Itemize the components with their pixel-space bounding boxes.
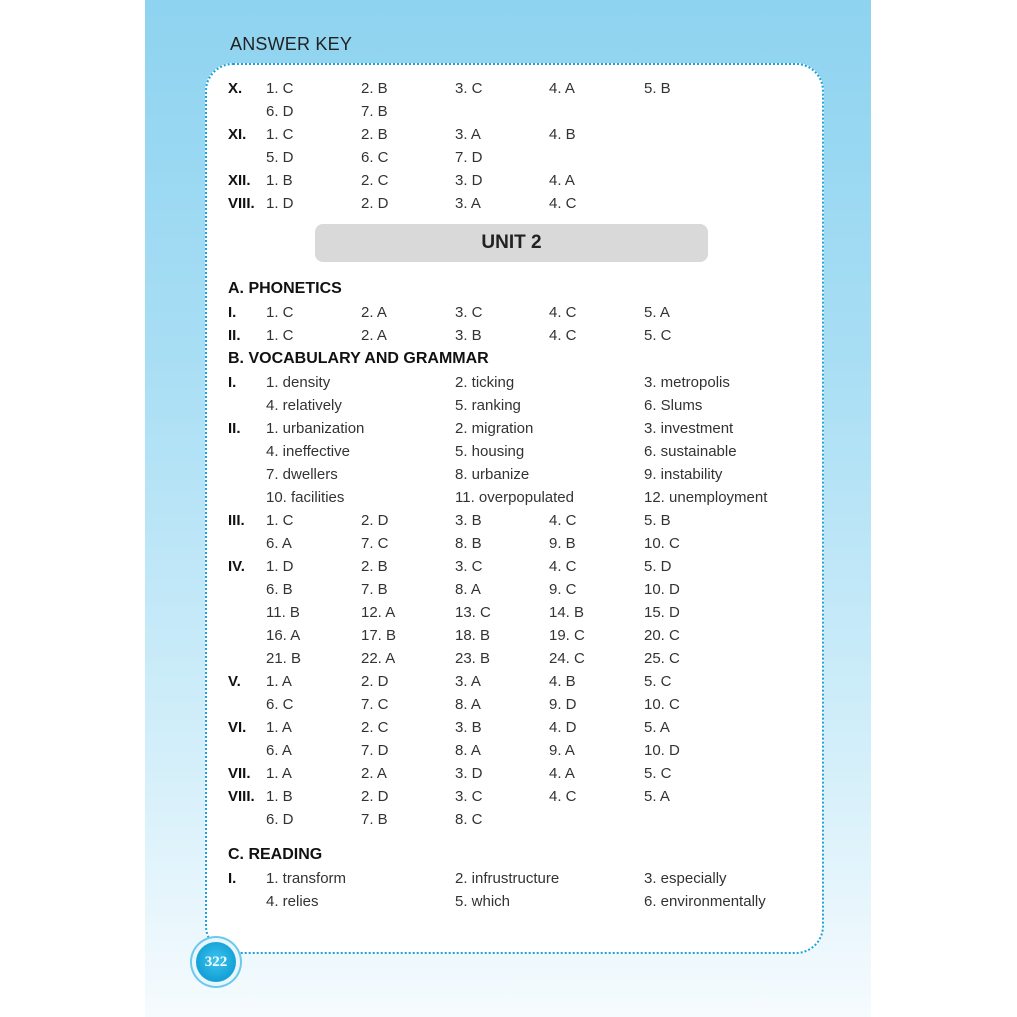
exercise-label: V. [228,673,241,690]
answer-item: 6. D [266,811,294,828]
answer-row [228,648,808,671]
answer-item: 13. C [455,604,491,621]
answer-item: 4. C [549,304,577,321]
exercise-label: I. [228,870,237,887]
answer-item: 17. B [361,627,397,644]
exercise-label: VI. [228,719,247,736]
answer-item: 1. B [266,788,293,805]
exercise-label: II. [228,327,241,344]
answer-row [228,147,808,170]
answer-item: 6. C [361,149,389,166]
answer-item: 3. B [455,512,482,529]
answer-item: 19. C [549,627,585,644]
answer-item: 1. A [266,719,292,736]
vocab-letter-answers [228,510,808,832]
answer-item: 7. D [361,742,389,759]
answer-item: 14. B [549,604,585,621]
answer-item: 16. A [266,627,301,644]
vocab-word-answers [228,372,808,510]
answer-item: 4. B [549,673,576,690]
answer-item: 3. B [455,327,482,344]
answer-row [228,441,808,464]
answer-item: 7. B [361,103,388,120]
phonetics-answers [228,302,808,348]
answer-item: 8. A [455,742,481,759]
answer-row [228,487,808,510]
answer-item: 10. D [644,742,680,759]
exercise-label: III. [228,512,245,529]
answer-item: 4. A [549,765,575,782]
answer-row [228,763,808,786]
answer-item: 3. metropolis [644,374,730,391]
answer-row [228,625,808,648]
answer-item: 21. B [266,650,302,667]
exercise-label: II. [228,420,241,437]
answer-item: 5. C [644,765,672,782]
answer-item: 3. B [455,719,482,736]
page-header: ANSWER KEY [230,34,353,54]
answer-item: 5. B [644,512,671,529]
answer-item: 2. ticking [455,374,515,391]
answer-item: 2. D [361,195,389,212]
answer-item: 4. A [549,172,575,189]
answer-item: 2. D [361,512,389,529]
answer-item: 7. C [361,535,389,552]
answer-item: 5. D [266,149,294,166]
answer-item: 3. A [455,126,481,143]
answer-item: 5. housing [455,443,525,460]
answer-item: 6. environmentally [644,893,766,910]
answer-item: 8. A [455,581,481,598]
answer-item: 1. C [266,512,294,529]
answer-item: 5. ranking [455,397,521,414]
answer-row [228,464,808,487]
answer-item: 6. A [266,742,292,759]
exercise-label: VIII. [228,788,255,805]
answer-item: 7. B [361,811,388,828]
answer-item: 4. C [549,195,577,212]
answer-item: 5. B [644,80,671,97]
answer-item: 2. B [361,126,388,143]
answer-row [228,372,808,395]
answer-item: 9. B [549,535,576,552]
answer-row [228,510,808,533]
exercise-label: VIII. [228,195,255,212]
answer-item: 2. infrustructure [455,870,560,887]
reading-answers [228,868,808,914]
answer-item: 4. relies [266,893,319,910]
answer-row [228,786,808,809]
answer-item: 4. A [549,80,575,97]
answer-item: 8. A [455,696,481,713]
answer-item: 12. A [361,604,396,621]
answer-item: 11. B [266,604,300,621]
answer-row [228,694,808,717]
answer-item: 8. B [455,535,482,552]
answer-item: 5. A [644,304,670,321]
answer-item: 9. D [549,696,577,713]
answer-item: 22. A [361,650,396,667]
answer-item: 1. A [266,765,292,782]
unit-title: UNIT 2 [315,224,708,262]
answer-item: 3. especially [644,870,727,887]
answer-item: 2. D [361,788,389,805]
answer-row [228,78,808,101]
answer-item: 9. A [549,742,575,759]
answer-item: 7. C [361,696,389,713]
exercise-label: XII. [228,172,251,189]
answer-item: 2. migration [455,420,534,437]
answer-item: 3. D [455,172,483,189]
answer-item: 9. C [549,581,577,598]
section-reading-title: C. READING [228,846,323,863]
exercise-label: XI. [228,126,247,143]
answer-item: 2. B [361,558,388,575]
answer-item: 10. C [644,535,680,552]
answer-content [228,78,808,914]
answer-item: 3. C [455,80,483,97]
answer-item: 20. C [644,627,680,644]
exercise-label: I. [228,374,237,391]
answer-row [228,418,808,441]
answer-item: 5. A [644,788,670,805]
answer-item: 6. A [266,535,292,552]
answer-item: 7. dwellers [266,466,338,483]
answer-item: 11. overpopulated [455,489,574,506]
answer-item: 24. C [549,650,585,667]
answer-item: 3. C [455,558,483,575]
answer-item: 1. C [266,304,294,321]
answer-item: 23. B [455,650,491,667]
answer-row [228,868,808,891]
answer-item: 2. C [361,719,389,736]
answer-row [228,170,808,193]
answer-row [228,325,808,348]
answer-item: 2. A [361,327,387,344]
answer-item: 8. urbanize [455,466,530,483]
answer-item: 8. C [455,811,483,828]
section-phonetics-title: A. PHONETICS [228,280,342,297]
answer-item: 7. D [455,149,483,166]
answer-item: 5. C [644,673,672,690]
answer-item: 2. C [361,172,389,189]
section-vocab-title: B. VOCABULARY AND GRAMMAR [228,350,489,367]
answer-item: 12. unemployment [644,489,768,506]
answer-row [228,579,808,602]
answer-item: 3. C [455,788,483,805]
answer-item: 1. C [266,126,294,143]
answer-row [228,671,808,694]
exercise-label: VII. [228,765,251,782]
answer-item: 10. D [644,581,680,598]
answer-item: 4. C [549,558,577,575]
answer-item: 15. D [644,604,680,621]
answer-item: 1. B [266,172,293,189]
answer-item: 2. A [361,765,387,782]
answer-item: 4. relatively [266,397,342,414]
answer-item: 3. A [455,673,481,690]
answer-item: 5. which [455,893,511,910]
answer-item: 1. D [266,558,294,575]
answer-item: 6. C [266,696,294,713]
answer-item: 1. C [266,327,294,344]
answer-item: 25. C [644,650,680,667]
answer-item: 1. urbanization [266,420,365,437]
answer-item: 6. Slums [644,397,703,414]
answer-item: 10. C [644,696,680,713]
answer-row [228,556,808,579]
answer-row [228,717,808,740]
answer-row [228,124,808,147]
answer-item: 4. ineffective [266,443,350,460]
answer-row [228,809,808,832]
answer-item: 4. C [549,788,577,805]
answer-item: 3. C [455,304,483,321]
answer-item: 2. A [361,304,387,321]
answer-row [228,891,808,914]
answer-row [228,193,808,216]
answer-item: 1. transform [266,870,347,887]
answer-item: 6. sustainable [644,443,737,460]
answer-row [228,302,808,325]
answer-row [228,740,808,763]
previous-unit-answers [228,78,808,216]
answer-item: 3. investment [644,420,734,437]
answer-item: 6. D [266,103,294,120]
answer-item: 7. B [361,581,388,598]
answer-item: 10. facilities [266,489,345,506]
answer-row [228,395,808,418]
answer-item: 3. A [455,195,481,212]
answer-item: 9. instability [644,466,723,483]
page-number-badge: 322 [196,942,236,982]
answer-item: 4. C [549,327,577,344]
answer-item: 1. density [266,374,331,391]
answer-item: 2. B [361,80,388,97]
answer-item: 4. C [549,512,577,529]
answer-item: 6. B [266,581,293,598]
answer-item: 4. D [549,719,577,736]
exercise-label: IV. [228,558,245,575]
answer-item: 1. C [266,80,294,97]
answer-item: 1. A [266,673,292,690]
answer-row [228,533,808,556]
answer-row [228,602,808,625]
unit-heading [228,224,808,278]
answer-item: 5. D [644,558,672,575]
answer-item: 3. D [455,765,483,782]
answer-row [228,101,808,124]
answer-item: 18. B [455,627,491,644]
exercise-label: X. [228,80,243,97]
answer-item: 1. D [266,195,294,212]
answer-item: 5. C [644,327,672,344]
answer-item: 5. A [644,719,670,736]
answer-item: 2. D [361,673,389,690]
answer-item: 4. B [549,126,576,143]
exercise-label: I. [228,304,237,321]
